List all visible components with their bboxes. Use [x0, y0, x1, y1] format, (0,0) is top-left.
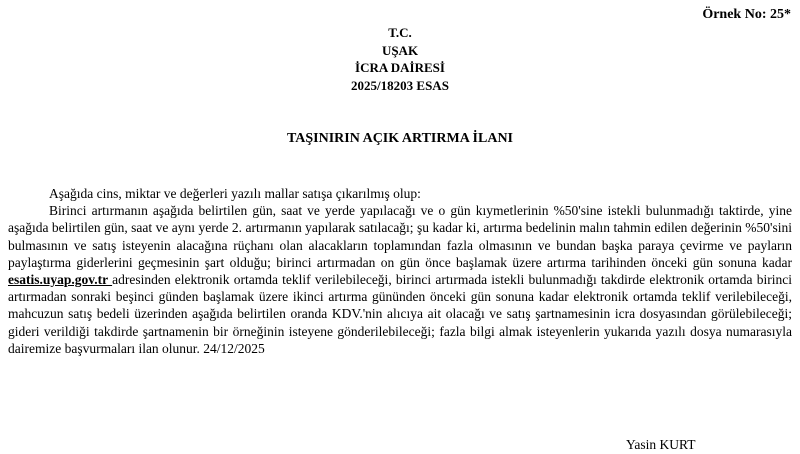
main-paragraph-text-before-link: Birinci artırmanın aşağıda belirtilen gün, saat ve yerde yapılacağı ve o gün kıymetlerinin %50'sine istekli bulunmadığı taktirde, yine aşağıda belirtilen gün, saat ve aynı yerde 2. artırmanın yapılarak satılacağı; şu kadar ki, artırma bedelinin malın tahmin edilen değerinin %50'sini bulmasının ve satış isteyenin alacağına rüçhanı olan alacakların toplamından fazla olmasının ve bundan başka paraya çevirme ve payların paylaştırma giderlerini geçmesinin şart olduğu; birinci artırmadan on gün önce başlamak üzere artırma tarihinden önceki gün sonuna kadar [8, 203, 792, 270]
sample-number: Örnek No: 25* [702, 7, 791, 22]
announcement-body [8, 185, 792, 357]
header-city: UŞAK [381, 42, 419, 58]
signature-name: Yasin KURT [626, 437, 696, 452]
esatis-link[interactable]: esatis.uyap.gov.tr [8, 272, 113, 288]
document-header [0, 24, 800, 94]
main-paragraph [8, 202, 792, 357]
header-case-number: 2025/18203 ESAS [351, 77, 449, 93]
announcement-title: TAŞINIRIN AÇIK ARTIRMA İLANI [286, 131, 514, 146]
header-office: İCRA DAİRESİ [355, 60, 445, 75]
main-paragraph-text-after-link: adresinden elektronik ortamda teklif verilebileceği, birinci artırmada istekli bulunmadığı takdirde elektronik ortamda birinci artırmadan sonraki beşinci günden başlamak üzere ikinci artırma gününden önceki gün sonuna kadar elektronik ortamda teklif verilebileceği, mahcuzun satış bedeli üzerinden aşağıda belirtilen oranda KDV.'nin alıcıya ait olacağı ve satış şartnamesinin icra dosyasından görülebileceği; gideri verildiği takdirde şartnamenin bir örneğinin isteyene gönderilebileceği; fazla bilgi almak isteyenlerin yukarıda yazılı dosya numarasıyla dairemize başvurmaları ilan olunur. 24/12/2025 [8, 272, 792, 356]
header-country: T.C. [388, 25, 412, 40]
intro-paragraph: Aşağıda cins, miktar ve değerleri yazılı mallar satışa çıkarılmış olup: [49, 186, 421, 201]
